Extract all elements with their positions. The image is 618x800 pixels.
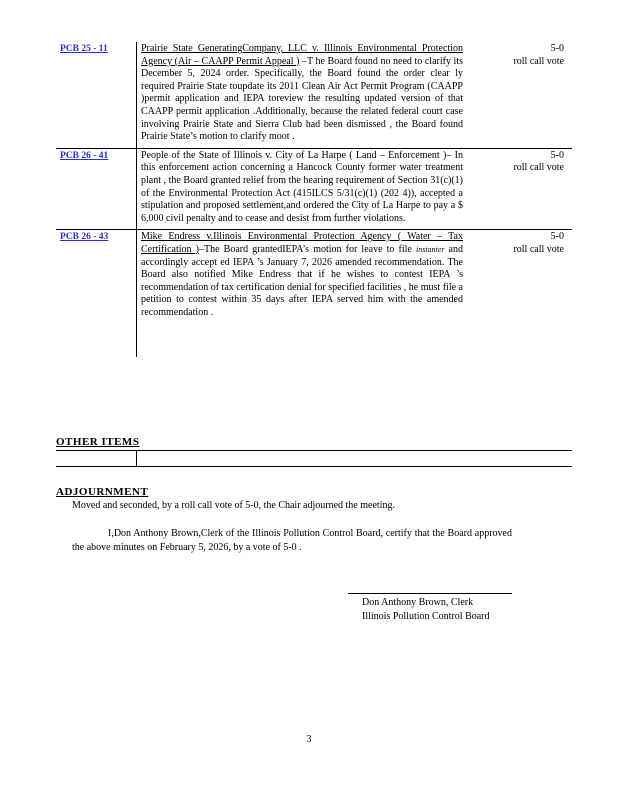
case-description [141,230,463,323]
other-items-table [56,450,572,467]
certification-text: I,Don Anthony Brown,Clerk of the Illinois Pollution Control Board, certify that the Board approved the above minutes on February 5, 2026, by a vote of 5-0 . [72,528,512,553]
case-number-link[interactable]: PCB 26 - 43 [60,232,109,243]
column-divider [136,230,137,357]
case-list [56,42,572,357]
case-description [141,42,463,148]
signature-name: Don Anthony Brown, Clerk [362,597,474,608]
case-vote [494,231,564,256]
case-row [56,148,572,230]
case-summary: –The Board grantedIEPA’s motion for leave to file [199,243,416,255]
case-title: Prairie State GeneratingCompany, LLC v. Illinois Environmental Protection Agency (Air – CAAPP Permit Appeal ) [141,43,463,67]
column-divider [136,149,137,230]
vote-count: 5-0 [550,231,564,243]
signature-org: Illinois Pollution Control Board [362,611,490,622]
case-row [56,42,572,148]
case-summary: –T he Board found no need to clarify its December 5, 2024 order. Specifically, the Board found the order clear ly required Prairie State toupdate its 2011 Clean Air Act Permit Program (CAAPP )permit application and IEPA toreview the resulting updated version of that CAAPP permit application .Additionally, because the related federal court case involving Prairie State and Sierra Club had been dismissed , the Board found Prairie State’s motion to clarify moot . [141,55,463,143]
vote-type: roll call vote [513,243,564,255]
case-vote [494,150,564,175]
page-number: 3 [306,734,312,745]
column-divider [136,42,137,148]
other-items-heading: OTHER ITEMS [56,436,140,448]
case-number-link[interactable]: PCB 25 - 11 [60,44,108,54]
case-row [56,229,572,357]
case-title: Mike Endress v.Illinois Environmental Protection Agency ( Water – Tax Certification ) [141,231,463,255]
case-description [141,149,463,230]
vote-type: roll call vote [513,162,564,174]
adjournment-text: Moved and seconded, by a roll call vote of 5-0, the Chair adjourned the meeting. [72,500,395,511]
column-divider [136,451,137,466]
vote-count: 5-0 [550,43,564,54]
signature-line [348,593,512,594]
case-summary-cont: and accordingly accept ed IEPA ’s January 7, 2026 amended recommendation. The Board also notified Mike Endress that if he wishes to contest IEPA ’s recommendation of tax certification denial for specified facilities , he must file a petition to contest within 35 days after IEPA served him with the amended recommendation . [141,243,463,318]
case-summary: People of the State of Illinois v. City of La Harpe ( Land – Enforcement )– In this enforcement action concerning a Hancock County former water treatment plant , the Board granted relief from the hearing requirement of Section 31(c)(1) of the Environmental Protection Act (415ILCS 5/31(c)(1) (202 4)), accepted a stipulation and proposed settlement,and ordered the City of La Harpe to pay a $ 6,000 civil penalty and to cease and desist from further violations. [141,149,463,224]
case-vote [494,43,564,68]
case-italic-term: instanter [415,244,445,254]
adjournment-heading: ADJOURNMENT [56,486,149,498]
vote-type: roll call vote [513,55,564,67]
case-number-link[interactable]: PCB 26 - 41 [60,150,109,161]
vote-count: 5-0 [550,149,564,161]
